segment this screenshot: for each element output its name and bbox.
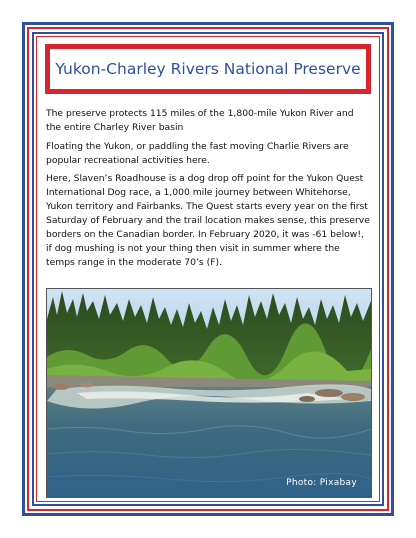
river-forest-photo: [46, 288, 372, 498]
title-banner: [45, 44, 371, 94]
photo-credit: Photo: Pixabay: [286, 478, 357, 488]
paragraph-2: Floating the Yukon, or paddling the fast moving Charlie Rivers are popular recreational activities here.: [46, 141, 349, 166]
paragraph-1: The preserve protects 115 miles of the 1,800-mile Yukon River and the entire Charley River basin: [46, 108, 354, 133]
paragraph-3: Here, Slaven’s Roadhouse is a dog drop off point for the Yukon Quest International Dog race, a 1,000 mile journey between Whitehorse, Yukon territory and Fairbanks. The Quest starts every year on the first Saturday of February and the trail location makes sense, this preserve borders on the Canadian border. In February 2020, it was -61 below!, if dog mushing is not your thing then visit in summer where the temps range in the moderate 70’s (F).: [46, 173, 370, 268]
page-title: Yukon-Charley Rivers National Preserve: [55, 60, 361, 78]
